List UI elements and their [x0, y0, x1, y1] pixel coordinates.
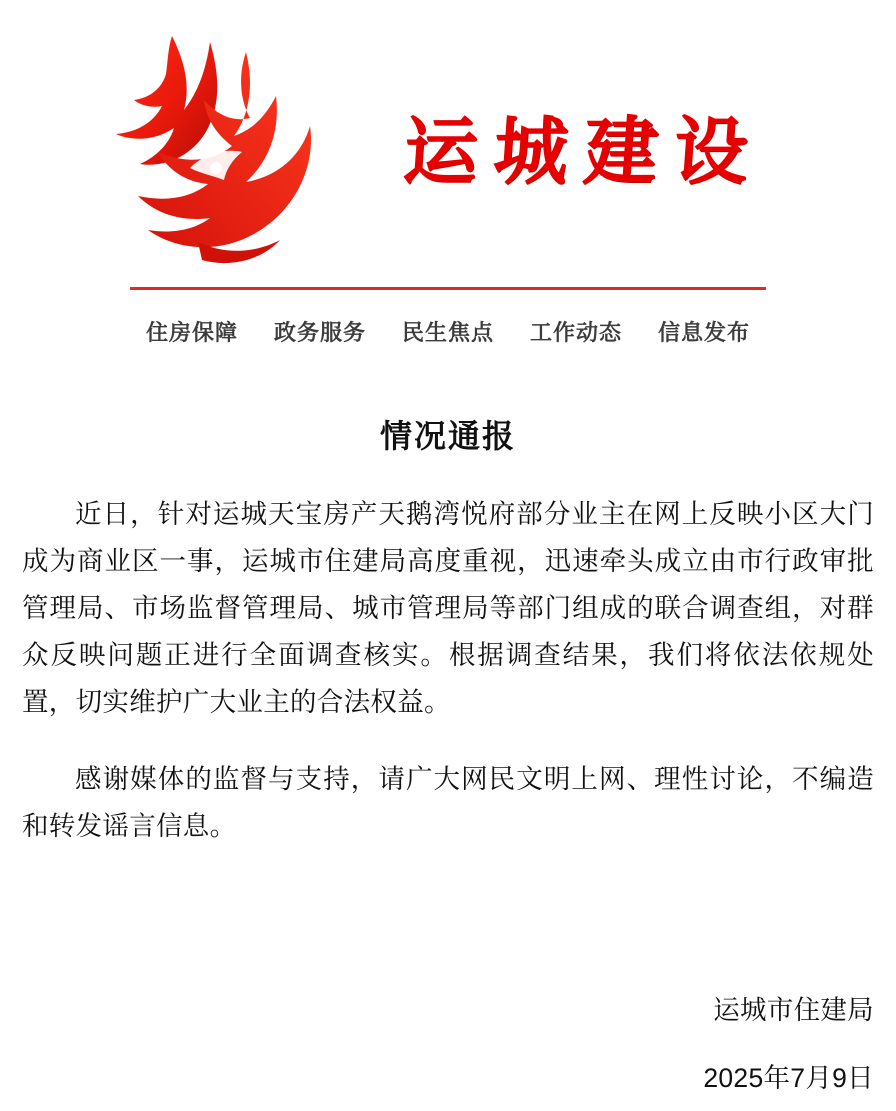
- main-nav: [22, 314, 874, 349]
- nav-item-announcements[interactable]: 信息发布: [658, 320, 751, 345]
- nav-item-livelihood-focus[interactable]: 民生焦点: [401, 320, 494, 345]
- article-paragraph-1: 近日，针对运城天宝房产天鹅湾悦府部分业主在网上反映小区大门成为商业区一事，运城市住建局高度重视，迅速牵头成立由市行政审批管理局、市场监督管理局、城市管理局等部门组成的联合调查组，对群众反映问题正进行全面调查核实。根据调查结果，我们将依法依规处置，切实维护广大业主的合法权益。: [22, 499, 874, 717]
- site-header: [22, 0, 874, 273]
- article-paragraph-2: 感谢媒体的监督与支持，请广大网民文明上网、理性讨论，不编造和转发谣言信息。: [22, 764, 874, 841]
- page-title: 情况通报: [379, 418, 516, 454]
- document-signature: 运城市住建局: [713, 995, 874, 1025]
- nav-item-government-services[interactable]: 政务服务: [273, 320, 366, 345]
- document-date: 2025年7月9日: [703, 1063, 874, 1093]
- article-body: [22, 491, 874, 850]
- flame-swan-logo-icon: [94, 18, 324, 273]
- nav-item-housing[interactable]: 住房保障: [145, 320, 238, 345]
- nav-item-work-updates[interactable]: 工作动态: [530, 320, 623, 345]
- brand-title: 运城建设: [400, 108, 767, 195]
- header-divider: [130, 287, 766, 290]
